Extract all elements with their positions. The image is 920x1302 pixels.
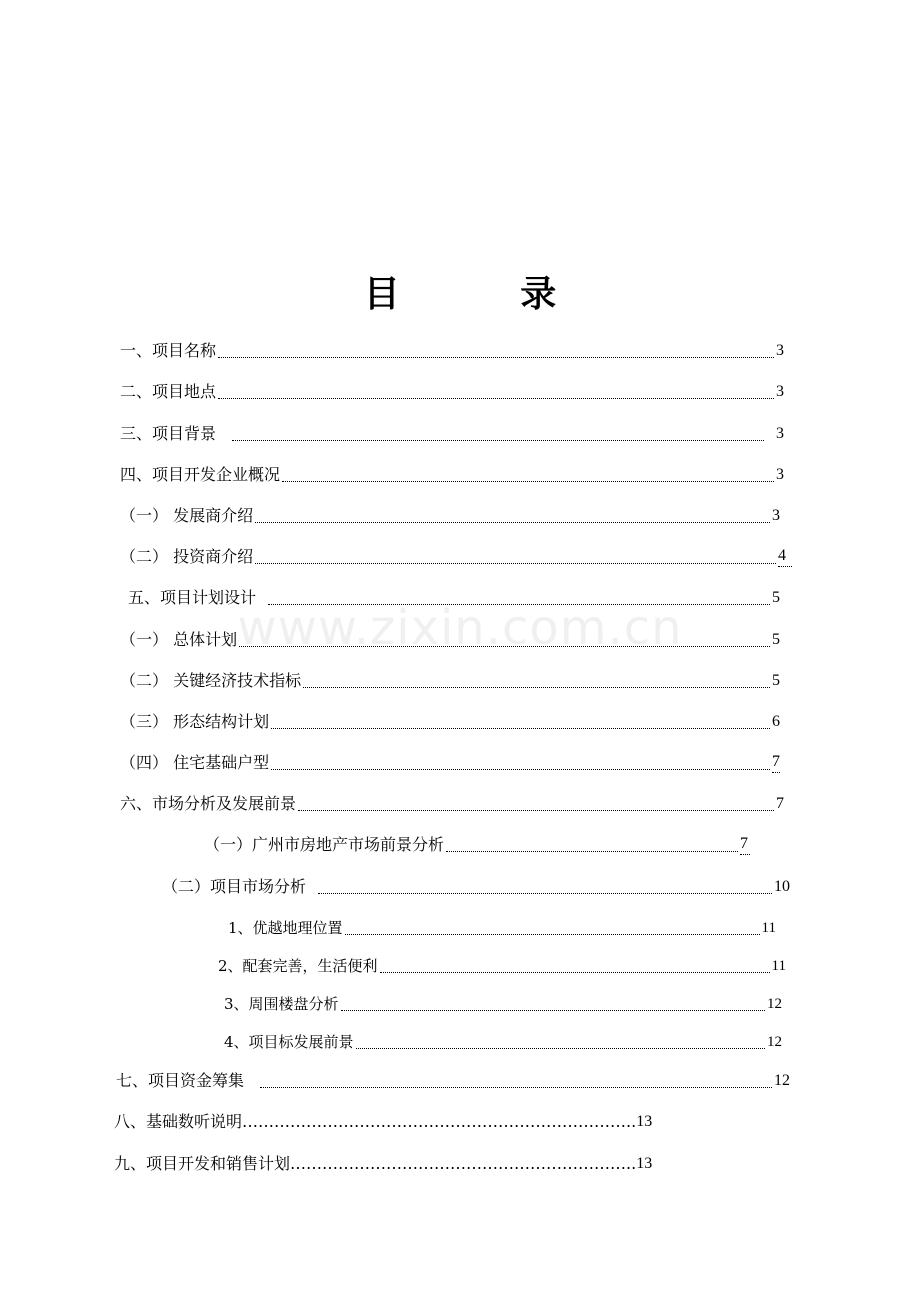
watermark: www.zixin.com.cn — [237, 600, 683, 656]
toc-entry-label: （二） 关键经济技术指标 — [120, 671, 302, 690]
toc-entry-label: 2、配套完善，生活便利 — [218, 957, 378, 975]
toc-entry-label: 六、市场分析及发展前景 — [120, 794, 297, 813]
toc-entry-page: 5 — [772, 589, 780, 606]
toc-entry[interactable] — [224, 1032, 782, 1052]
toc-entry[interactable] — [224, 994, 782, 1014]
toc-entry-label: （二） 投资商介绍 — [120, 547, 254, 566]
toc-entry-label: 3、周围楼盘分析 — [224, 995, 339, 1013]
dot-leader — [218, 398, 774, 399]
toc-entry[interactable] — [120, 794, 784, 814]
toc-entry[interactable] — [120, 753, 780, 773]
dot-leader — [268, 604, 770, 605]
toc-entry[interactable] — [114, 1112, 794, 1132]
dot-leader — [271, 728, 770, 729]
toc-entry-label: （一）广州市房地产市场前景分析 — [204, 835, 445, 854]
toc-entry[interactable] — [120, 547, 792, 567]
toc-entry[interactable] — [218, 956, 786, 976]
toc-entry-label: 四、项目开发企业概况 — [120, 465, 281, 484]
toc-entry-label: （一） 总体计划 — [120, 630, 238, 649]
toc-entry[interactable] — [228, 918, 776, 938]
toc-entry-page: 13 — [636, 1113, 653, 1130]
toc-entry-page: 7 — [740, 834, 750, 855]
toc-entry[interactable] — [120, 382, 784, 402]
toc-entry-page: 3 — [776, 342, 784, 359]
dot-leader — [446, 851, 738, 852]
dot-leader — [345, 934, 760, 935]
dot-leader — [218, 357, 774, 358]
toc-entry-label: 五、项目计划设计 — [128, 588, 257, 607]
toc-entry[interactable] — [116, 1071, 790, 1091]
toc-entry-page: 12 — [774, 1072, 790, 1089]
dot-leader — [232, 440, 764, 441]
toc-entry-page: 5 — [772, 672, 780, 689]
toc-entry-label: （一） 发展商介绍 — [120, 506, 254, 525]
dot-leader — [298, 810, 774, 811]
dot-leader — [303, 687, 770, 688]
toc-entry-page: 3 — [776, 425, 784, 442]
toc-entry[interactable] — [162, 877, 790, 897]
dot-leader — [239, 646, 770, 647]
toc-entry-page: 6 — [772, 713, 780, 730]
toc-entry[interactable] — [120, 341, 784, 361]
toc-entry-page: 12 — [767, 996, 782, 1012]
toc-entry[interactable] — [120, 506, 780, 526]
toc-entry[interactable] — [114, 1154, 794, 1174]
dot-leader — [271, 769, 770, 770]
dot-leader — [380, 972, 770, 973]
toc-entry-label: 九、项目开发和销售计划……………………………………………………….. — [114, 1154, 637, 1173]
toc-entry-label: （三） 形态结构计划 — [120, 712, 270, 731]
toc-entry-page: 11 — [771, 958, 786, 974]
toc-entry-page: 7 — [772, 752, 780, 773]
toc-entry-label: 七、项目资金筹集 — [116, 1071, 245, 1090]
toc-entry-label: （四） 住宅基础户型 — [120, 753, 270, 772]
toc-entry-page: 7 — [776, 795, 784, 812]
toc-entry[interactable] — [120, 465, 784, 485]
toc-entry[interactable] — [120, 424, 784, 444]
toc-entry-page: 3 — [776, 383, 784, 400]
dot-leader — [282, 481, 774, 482]
toc-entry-page: 5 — [772, 631, 780, 648]
toc-entry-page: 13 — [636, 1155, 653, 1172]
dot-leader — [260, 1087, 772, 1088]
toc-entry-page: 12 — [767, 1034, 782, 1050]
toc-entry-page: 10 — [774, 878, 790, 895]
toc-entry-label: 1、优越地理位置 — [228, 919, 343, 937]
toc-entry-label: 4、项目标发展前景 — [224, 1033, 354, 1051]
toc-entry-page: 3 — [772, 507, 780, 524]
dot-leader — [356, 1048, 765, 1049]
toc-entry-page: 3 — [776, 466, 784, 483]
toc-entry[interactable] — [120, 712, 780, 732]
dot-leader — [341, 1010, 765, 1011]
dot-leader — [318, 893, 772, 894]
toc-entry[interactable] — [128, 588, 780, 608]
toc-entry[interactable] — [204, 835, 750, 855]
toc-entry-label: 一、项目名称 — [120, 341, 217, 360]
toc-entry-label: 八、基础数听说明……………………………………………………………….. — [114, 1112, 637, 1131]
dot-leader — [255, 522, 770, 523]
toc-entry-page: 4 — [778, 546, 792, 567]
toc-entry-page: 11 — [761, 920, 776, 936]
toc-entry[interactable] — [120, 630, 780, 650]
toc-entry-label: （二）项目市场分析 — [162, 877, 307, 896]
page-title: 目 录 — [363, 274, 611, 315]
dot-leader — [255, 563, 776, 564]
toc-entry[interactable] — [120, 671, 780, 691]
toc-entry-label: 三、项目背景 — [120, 424, 217, 443]
toc-entry-label: 二、项目地点 — [120, 382, 217, 401]
